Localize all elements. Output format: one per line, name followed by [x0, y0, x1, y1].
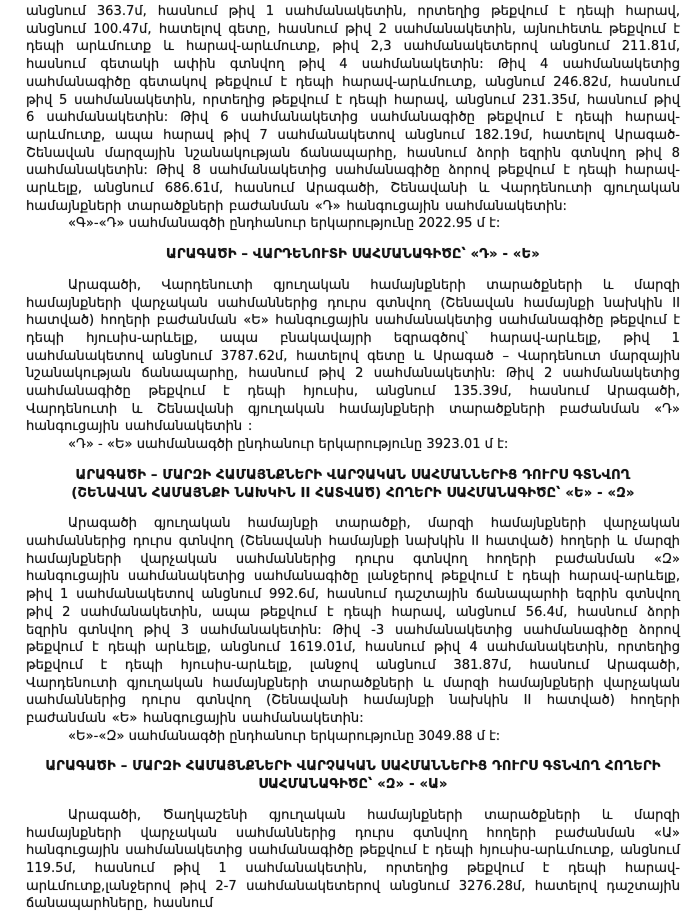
- section-heading: ԱՐԱԳԱԾԻ – ՄԱՐԶԻ ՀԱՄԱՅՆՔՆԵՐԻ ՎԱՐՉԱԿԱՆ ՍԱՀՄԱՆՆԵՐԻՑ ԴՈՒՐՍ ԳՏՆՎՈՂ (ՇԵՆԱՎԱՆ ՀԱՄԱՅՆՔԻ ՆԱԽԿԻՆ II ՀԱՏՎԱԾ) ՀՈՂԵՐԻ ՍԱՀՄԱՆԱԳԻԾԸ՝ «Ե» - «Զ»: [71, 467, 635, 501]
- body-paragraph: Արագածի, Վարդենուտի գյուղական համայնքների տարածքների և մարզի համայնքների վարչական սահմաններից դուրս գտնվող (Շենավան համայնքի նախկին II հատված) հողերի բաժանման «Ե» հանգուցային սահմանակետից սահմանագիծը թեքվում է դեպի հյուսիս-արևելք, ապա բնակավայրի եզրագծով՝ հարավ-արևելք, թիվ 1 սահմանակետով անցնում 3787.62մ, հատելով գետը և Արագած – Վարդենուտ մարզային նշանակության ճանապարհը, հասնում թիվ 2 սահմանակետին: Թիվ 2 սահմանակետից սահմանագիծը թեքվում է դեպի հյուսիս, անցնում 135.39մ, հասնում Արագածի, Վարդենուտի և Շենավանի գյուղական համայնքների տարածքների բաժանման «Դ» հանգուցային սահմանակետին :: [26, 277, 680, 435]
- total-length-line: «Ե»-«Զ» սահմանագծի ընդհանուր երկարությունը 3049.88 մ է:: [68, 728, 501, 744]
- body-paragraph: անցնում 363.7մ, հասնում թիվ 1 սահմանակետին, որտեղից թեքվում է դեպի հարավ, անցնում 100.47մ, հատելով գետը, հասնում թիվ 2 սահմանակետին, այնուհետև թեքվում է դեպի արևմուտք և հարավ-արևմուտք, թիվ 2,3 սահմանակետերով անցնում 211.81մ, հասնում գետակի ափին գտնվող թիվ 4 սահմանակետին: Թիվ 4 սահմանակետից սահմանագիծը գետակով թեքվում է դեպի հարավ-արևմուտք, անցնում 246.82մ, հասնում թիվ 5 սահմանակետին, որտեղից թեքվում է դեպի հարավ, անցնում 231.35մ, հասնում թիվ 6 սահմանակետին: Թիվ 6 սահմանակետից սահմանագիծը թեքվում է դեպի հարավ-արևմուտք, ապա հարավ թիվ 7 սահմանակետով անցնում 182.19մ, հատելով Արագած-Շենավան մարզային նշանակության ճանապարհը, հասնում ձորի եզրին գտնվող թիվ 8 սահմանակետին: Թիվ 8 սահմանակետից սահմանագիծը ձորով թեքվում է դեպի հարավ-արևելք, անցնում 686.61մ, հասնում Արագածի, Շենավանի և Վարդենուտի գյուղական համայնքների տարածքների բաժանման «Դ» հանգուցային սահմանակետին:: [26, 4, 680, 214]
- body-paragraph: Արագածի, Ծաղկաշենի գյուղական համայնքների տարածքների և մարզի համայնքների վարչական սահմաններից դուրս գտնվող հողերի բաժանման «Ա» հանգուցային սահմանակետից սահմանագիծը թեքվում է դեպի հյուսիս-արևմուտք, անցնում 119.5մ, հասնում թիվ 1 սահմանակետին, որտեղից թեքվում է դեպի հարավ-արևմուտք,լանջերով թիվ 2-7 սահմանակետերով անցնում 3276.28մ, հատելով դաշտային ճանապարհները, հասնում: [26, 807, 680, 912]
- body-paragraph: Արագածի գյուղական համայնքի տարածքի, մարզի համայնքների վարչական սահմաններից դուրս գտնվող (Շենավանի համայնքի նախկին II հատված) հողերի և մարզի համայնքների վարչական սահմաններից դուրս գտնվող հողերի բաժանման «Զ» հանգուցային սահմանակետից սահմանագիծը լանջերով թեքվում է դեպի հարավ-արևելք, թիվ 1 սահմանակետով անցնում 992.6մ, հասնում դաշտային ճանապարհի եզրին գտնվող թիվ 2 սահմանակետին, ապա թեքվում է դեպի հարավ, անցնում 56.4մ, հասնում ձորի եզրին գտնվող թիվ 3 սահմանակետին: Թիվ -3 սահմանակետից սահմանագիծը ձորով թեքվում է դեպի արևելք, անցնում 1619.01մ, հասնում թիվ 4 սահմանակետին, որտեղից թեքվում է դեպի հյուսիս-արևելք, լանջով անցնում 381.87մ, հասնում Արագածի, Վարդենուտի գյուղական համայնքների տարածքների և մարզի համայնքների վարչական սահմաններից դուրս գտնվող (Շենավանի համայնքի նախկին II հատված) հողերի բաժանման «Ե» հանգուցային սահմանակետին:: [26, 516, 680, 727]
- total-length-line: «Գ»-«Դ» սահմանագծի ընդհանուր երկարությունը 2022.95 մ է:: [68, 216, 501, 232]
- document-body: [26, 3, 680, 913]
- total-length-line: «Դ» - «Ե» սահմանագծի ընդհանուր երկարությունը 3923.01 մ է:: [68, 437, 509, 453]
- section-heading: ԱՐԱԳԱԾԻ – ՎԱՐԴԵՆՈՒՏԻ ՍԱՀՄԱՆԱԳԻԾԸ՝ «Դ» - «Ե»: [166, 247, 540, 263]
- section-heading: ԱՐԱԳԱԾԻ – ՄԱՐԶԻ ՀԱՄԱՅՆՔՆԵՐԻ ՎԱՐՉԱԿԱՆ ՍԱՀՄԱՆՆԵՐԻՑ ԴՈՒՐՍ ԳՏՆՎՈՂ ՀՈՂԵՐԻ ՍԱՀՄԱՆԱԳԻԾԸ՝ «Զ» - «Ա»: [45, 759, 661, 793]
